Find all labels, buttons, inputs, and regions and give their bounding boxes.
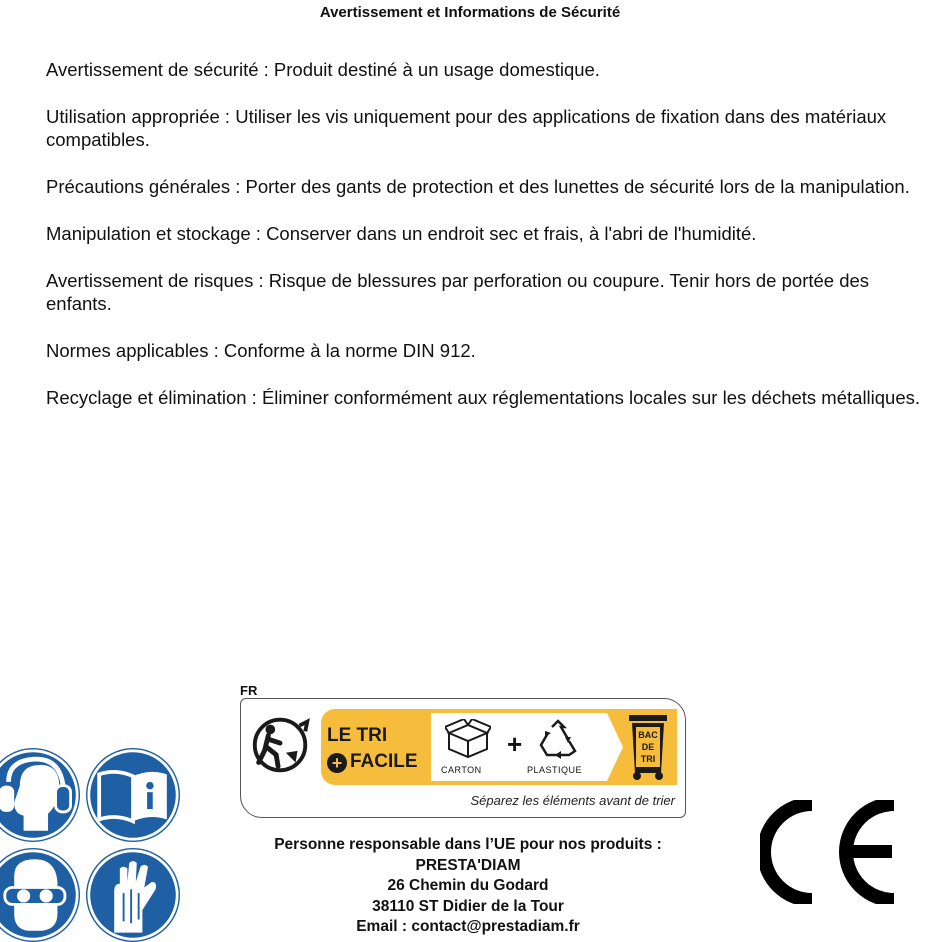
country-code: FR	[240, 683, 258, 698]
tri-band	[321, 709, 677, 785]
recycle-icon	[535, 719, 581, 759]
tri-label	[240, 698, 686, 818]
bin-text-2: DE	[641, 742, 655, 752]
read-manual-icon	[86, 748, 180, 842]
ce-mark-icon	[760, 800, 900, 904]
section-usage: Avertissement de sécurité : Produit destiné à un usage domestique.	[46, 59, 600, 80]
triman-logo-icon	[247, 707, 315, 783]
arrow-shape	[607, 713, 623, 781]
bin-icon	[623, 713, 673, 781]
company-email: Email : contact@prestadiam.fr	[356, 918, 580, 935]
section-risques: Avertissement de risques : Risque de blessures par perforation ou coupure. Tenir hors de portée des enfants.	[46, 270, 870, 314]
eye-protection-icon	[0, 848, 80, 942]
responsible-heading: Personne responsable dans l’UE pour nos produits :	[274, 836, 662, 853]
ear-protection-icon	[0, 748, 80, 842]
section-stockage: Manipulation et stockage : Conserver dans un endroit sec et frais, à l'abri de l'humidité.	[46, 223, 757, 244]
page-title: Avertissement et Informations de Sécurité	[319, 4, 621, 21]
safety-sections	[46, 58, 931, 433]
tri-title-line2	[327, 751, 418, 773]
plus-badge: +	[327, 753, 347, 773]
tri-title-line1: LE TRI	[327, 725, 388, 746]
company-street: 26 Chemin du Godard	[387, 877, 549, 894]
plus-sign: +	[507, 729, 523, 759]
company-name: PRESTA'DIAM	[415, 856, 521, 874]
gloves-icon	[86, 848, 180, 942]
bin-text-1: BAC	[638, 730, 658, 740]
facile-label: FACILE	[350, 751, 418, 772]
carton-icon	[445, 719, 491, 759]
responsible-person-block	[200, 835, 736, 938]
section-utilisation: Utilisation appropriée : Utiliser les vis uniquement pour des applications de fixation dans des matériaux compatibles.	[46, 106, 887, 150]
tri-footer: Séparez les éléments avant de trier	[470, 793, 675, 808]
section-recyclage: Recyclage et élimination : Éliminer conformément aux réglementations locales sur les déchets métalliques.	[46, 387, 921, 408]
plastique-label: PLASTIQUE	[527, 765, 583, 775]
section-precautions: Précautions générales : Porter des gants de protection et des lunettes de sécurité lors de la manipulation.	[46, 176, 910, 197]
packaging-panel	[431, 713, 607, 781]
section-normes: Normes applicables : Conforme à la norme DIN 912.	[46, 340, 476, 361]
carton-label: CARTON	[441, 765, 482, 775]
bin-text-3: TRI	[640, 754, 656, 764]
company-city: 38110 ST Didier de la Tour	[372, 897, 564, 915]
